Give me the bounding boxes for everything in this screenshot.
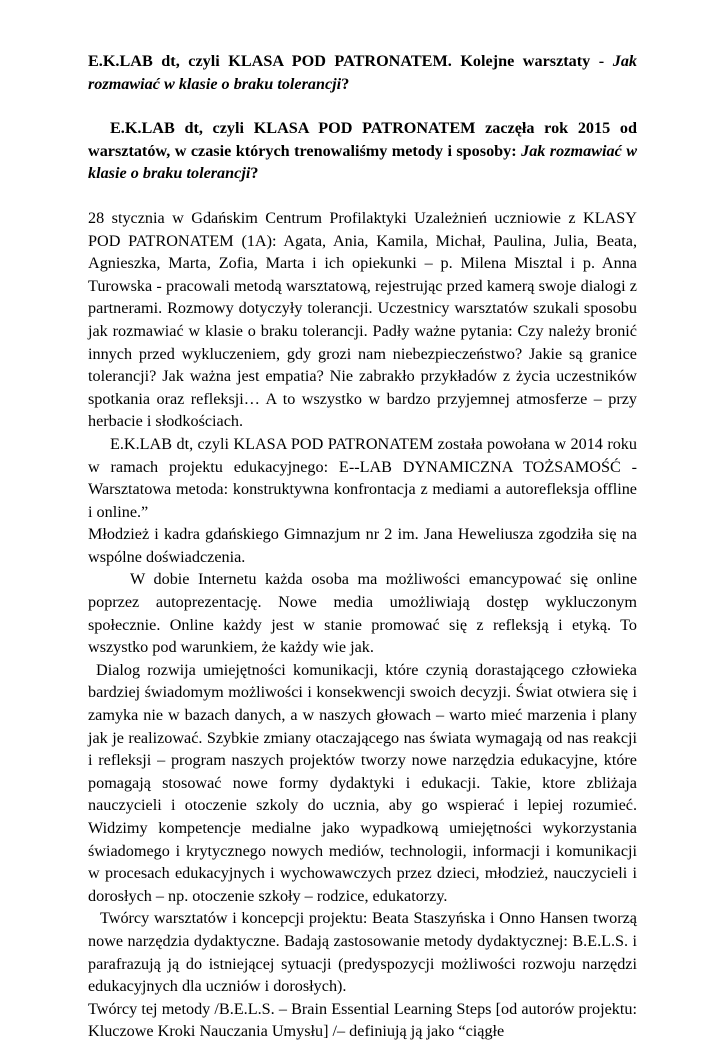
intro-end-text: ? <box>250 164 259 183</box>
title-end-text: ? <box>341 74 350 93</box>
paragraph-authors: Twórcy warsztatów i koncepcji projektu: Beata Staszyńska i Onno Hansen tworzą nowe narzędzia dydaktyczne. Badają zastosowanie metody dydaktycznej: B.E.L.S. i parafrazują ją do istniejącej sytuacji (predyspozycji możliwości rozwoju narzędzi edukacyjnych dla uczniów i dorosłych). <box>88 909 637 996</box>
paragraph-internet: W dobie Internetu każda osoba ma możliwości emancypować się online poprzez autoprezentację. Nowe media umożliwiają dostęp wykluczonym społecznie. Online każdy jest w stanie promować się z refleksją i etyką. To wszystko pod warunkiem, że każdy wie jak. <box>88 570 637 657</box>
paragraph-project-origin: E.K.LAB dt, czyli KLASA POD PATRONATEM została powołana w 2014 roku w ramach projektu edukacyjnego: E--LAB DYNAMICZNA TOŻSAMOŚĆ - Warsztatowa metoda: konstruktywna konfrontacja z mediami a autorefleksja offline i online.” <box>88 434 637 521</box>
title-bold-text: E.K.LAB dt, czyli KLASA POD PATRONATEM. Kolejne warsztaty - <box>88 52 613 70</box>
paragraph-bels-method: Twórcy tej metody /B.E.L.S. – Brain Essential Learning Steps [od autorów projektu: Kluczowe Kroki Nauczania Umysłu] /– definiują ją jako “ciągłe <box>88 999 637 1041</box>
paragraph-dialog: Dialog rozwija umiejętności komunikacji, które czynią dorastającego człowieka bardziej świadomym możliwości i konsekwencji swoich decyzji. Świat otwiera się i zamyka nie w bazach danych, a w naszych głowach – warto mieć marzenia i plany jak je realizować. Szybkie zmiany otaczającego nas świata wymagają od nas reakcji i refleksji – program naszych projektów tworzy nowe narzędzia edukacyjne, które pomagają stosować nowe formy dydaktyki i edukacji. Takie, ktore zbliżaja nauczycieli i otoczenie szkoly do ucznia, aby go wspierać i lepiej rozumieć. Widzimy kompetencje medialne jako wypadkową umiejętności wykorzystania świadomego i krytycznego nowych mediów, technologii, informacji i komunikacji w procesach edukacyjnych i wychowawczych przez dzieci, młodzież, nauczycieli i dorosłych – np. otoczenie szkoły – rodzice, edukatorzy. <box>88 660 637 905</box>
intro-italic-text: Jak rozmawiać w klasie o braku tolerancji <box>88 141 637 183</box>
paragraph-workshop: 28 stycznia w Gdańskim Centrum Profilaktyki Uzależnień uczniowie z KLASY POD PATRONATEM (1A): Agata, Ania, Kamila, Michał, Paulina, Julia, Beata, Agnieszka, Marta, Zofia, Marta i ich opiekunki – p. Milena Misztal i p. Anna Turowska - pracowali metodą warsztatową, rejestrując przed kamerą swoje dialogi z partnerami. Rozmowy dotyczyły tolerancji. Uczestnicy warsztatów szukali sposobu jak rozmawiać w klasie o braku tolerancji. Padły ważne pytania: Czy należy bronić innych przed wykluczeniem, gdy grozi nam niebezpieczeństwo? Jakie są granice tolerancji? Jak ważna jest empatia? Nie zabrakło przykładów z życia uczestników spotkania oraz refleksji… A to wszystko w bardzo przyjemnej atmosferze – przy herbacie i słodkościach. <box>88 208 637 431</box>
paragraph-gymnasium: Młodzież i kadra gdańskiego Gimnazjum nr 2 im. Jana Heweliusza zgodziła się na wspólne doświadczenia. <box>88 525 637 566</box>
intro-heading <box>88 117 637 185</box>
document-title <box>88 50 637 95</box>
intro-bold-text: E.K.LAB dt, czyli KLASA POD PATRONATEM zaczęła rok 2015 od warsztatów, w czasie których trenowaliśmy metody i sposoby: <box>88 119 637 160</box>
title-italic-text: Jak rozmawiać w klasie o braku tolerancji <box>88 52 637 93</box>
